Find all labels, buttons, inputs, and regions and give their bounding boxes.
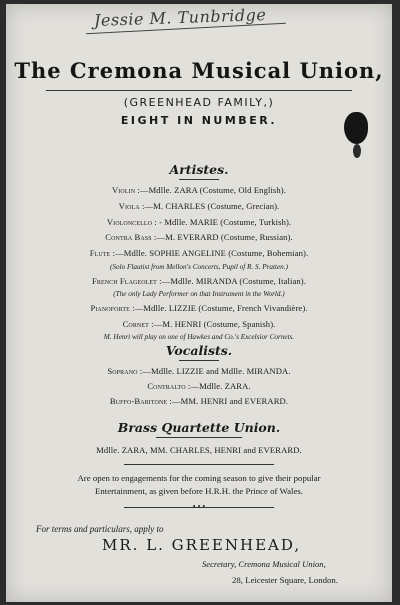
performer-note: (The only Lady Performer on that Instrument in the World.) <box>113 290 285 299</box>
performer-text: :—Mdlle. ZARA (Costume, Old English). <box>135 185 286 195</box>
subtitle: (GREENHEAD FAMILY,) <box>123 96 275 109</box>
performer-text: :—M. HENRI (Costume, Spanish). <box>148 318 276 329</box>
instrument-label: Violin <box>112 185 136 195</box>
performer-text: :—Mdlle. LIZZIE (Costume, French Vivandière). <box>129 302 308 313</box>
instrument-label: Contralto <box>147 381 186 391</box>
performer-text: :—Mdlle. LIZZIE and Mdlle. MIRANDA. <box>137 366 291 376</box>
ink-blot-drip <box>353 144 361 158</box>
artistes-rule <box>179 179 219 180</box>
brass-members: Mdlle. ZARA, MM. CHARLES, HENRI and EVERARD. <box>96 445 302 455</box>
performer-text: :—M. EVERARD (Costume, Russian). <box>151 232 293 243</box>
contact-address: 28, Leicester Square, London. <box>232 575 339 585</box>
performer-line <box>6 201 392 211</box>
instrument-label: Cornet <box>122 318 149 329</box>
performer-line <box>6 185 392 195</box>
performer-line <box>6 366 392 376</box>
performer-line <box>6 276 392 286</box>
brass-heading: Brass Quartette Union. <box>117 420 281 435</box>
engagement-line-2: Entertainment, as given before H.R.H. the Prince of Wales. <box>95 486 303 496</box>
performer-text: :—Mdlle. SOPHIE ANGELINE (Costume, Bohemian). <box>110 248 309 259</box>
performer-text: :—Mdlle. ZARA. <box>185 381 251 391</box>
instrument-label: Soprano <box>107 366 138 376</box>
performer-line <box>6 248 392 258</box>
performer-line <box>6 303 392 313</box>
performer-text: :—MM. HENRI and EVERARD. <box>167 396 289 406</box>
vocalists-heading: Vocalists. <box>165 343 233 358</box>
instrument-label: Flute <box>89 248 111 259</box>
performer-line <box>6 319 392 329</box>
performer-text: : - Mdlle. MARIE (Costume, Turkish). <box>152 216 292 227</box>
ornament-dots: • • • <box>192 502 206 511</box>
programme-card <box>6 4 392 602</box>
instrument-label: French Flageolet <box>91 275 157 286</box>
divider-rule <box>124 464 274 465</box>
instrument-label: Pianoforte <box>90 302 130 313</box>
engagement-line-1: Are open to engagements for the coming season to give their popular <box>77 473 321 483</box>
instrument-label: Violoncello <box>106 216 153 227</box>
performer-text: :—Mdlle. MIRANDA (Costume, Italian). <box>156 275 307 286</box>
artistes-heading: Artistes. <box>169 162 229 177</box>
contact-role: Secretary, Cremona Musical Union, <box>202 559 326 569</box>
title-underline <box>46 90 352 91</box>
instrument-label: Contra Bass <box>105 232 152 243</box>
instrument-label: Viola <box>118 200 140 211</box>
contact-name: MR. L. GREENHEAD, <box>102 536 302 554</box>
performer-note: M. Henri will play on one of Hawkes and Co.'s Excelsior Cornets. <box>103 333 295 342</box>
vocalists-rule <box>179 360 219 361</box>
terms-text: For terms and particulars, apply to <box>36 524 164 534</box>
performer-text: :—M. CHARLES (Costume, Grecian). <box>139 200 280 211</box>
performer-line <box>6 396 392 406</box>
member-count: EIGHT IN NUMBER. <box>120 114 278 127</box>
performer-note: (Solo Flautist from Mellon's Concerts, Pupil of R. S. Pratten.) <box>110 263 288 271</box>
performer-line <box>6 381 392 391</box>
handwritten-signature: Jessie M. Tunbridge <box>93 4 267 31</box>
instrument-label: Buffo-Baritone <box>109 396 168 406</box>
performer-line <box>6 217 392 227</box>
performer-line <box>6 232 392 242</box>
page-title: The Cremona Musical Union, <box>14 58 384 83</box>
brass-rule <box>156 437 242 438</box>
